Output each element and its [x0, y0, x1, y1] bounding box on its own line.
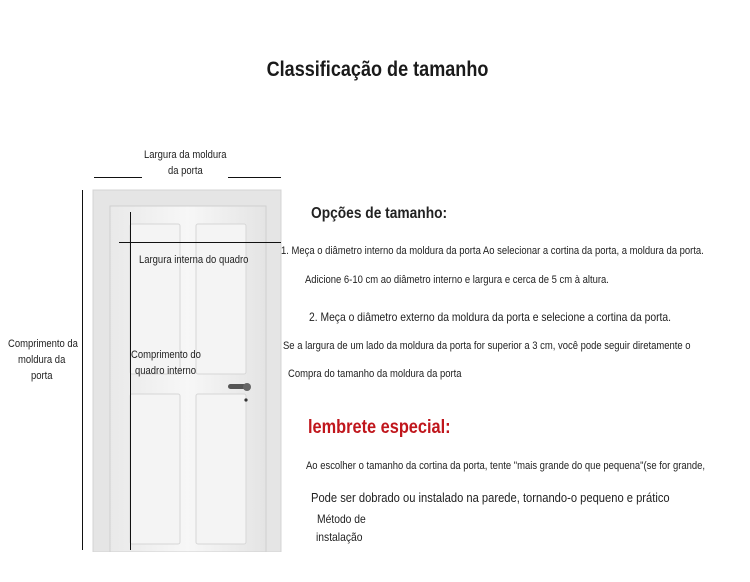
- frame-width-label-line2: da porta: [168, 165, 203, 177]
- reminder-line1: Ao escolher o tamanho da cortina da porta, tente "mais grande do que pequena"(se for grande,: [306, 460, 706, 472]
- option1-text: 1. Meça o diâmetro interno da moldura da porta Ao selecionar a cortina da porta, a moldura da porta.: [281, 245, 704, 257]
- frame-length-label-line3: porta: [31, 370, 53, 382]
- inner-length-label-line1: Comprimento do: [131, 349, 201, 361]
- reminder-line3a: Método de: [317, 512, 366, 526]
- frame-length-label-line1: Comprimento da: [8, 338, 78, 350]
- option2-note-line2: Compra do tamanho da moldura da porta: [288, 368, 462, 380]
- option2-text: 2. Meça o diâmetro externo da moldura da porta e selecione a cortina da porta.: [309, 310, 671, 324]
- inner-width-line: [119, 242, 281, 243]
- inner-length-line: [130, 212, 131, 550]
- frame-width-line-right: [228, 177, 281, 178]
- reminder-line3b: instalação: [316, 530, 363, 544]
- frame-width-label-line1: Largura da moldura: [144, 149, 227, 161]
- reminder-heading: lembrete especial:: [308, 417, 451, 438]
- door-panel-bottom-left: [130, 394, 180, 544]
- reminder-line2: Pode ser dobrado ou instalado na parede, tornando-o pequeno e prático: [311, 490, 670, 505]
- frame-length-label-line2: moldura da: [18, 354, 66, 366]
- frame-length-line: [82, 190, 83, 550]
- option1-note: Adicione 6-10 cm ao diâmetro interno e largura e cerca de 5 cm à altura.: [305, 274, 609, 286]
- inner-length-label-line2: quadro interno: [135, 365, 197, 377]
- option2-note-line1: Se a largura de um lado da moldura da porta for superior a 3 cm, você pode seguir diretamente o: [283, 340, 691, 352]
- options-heading: Opções de tamanho:: [311, 205, 448, 222]
- frame-width-line-left: [94, 177, 142, 178]
- door-panel-bottom-right: [196, 394, 246, 544]
- keyhole-icon: [244, 398, 247, 401]
- page-title: Classificação de tamanho: [266, 58, 489, 81]
- door-panel-top-right: [196, 224, 246, 374]
- inner-width-label: Largura interna do quadro: [139, 254, 249, 266]
